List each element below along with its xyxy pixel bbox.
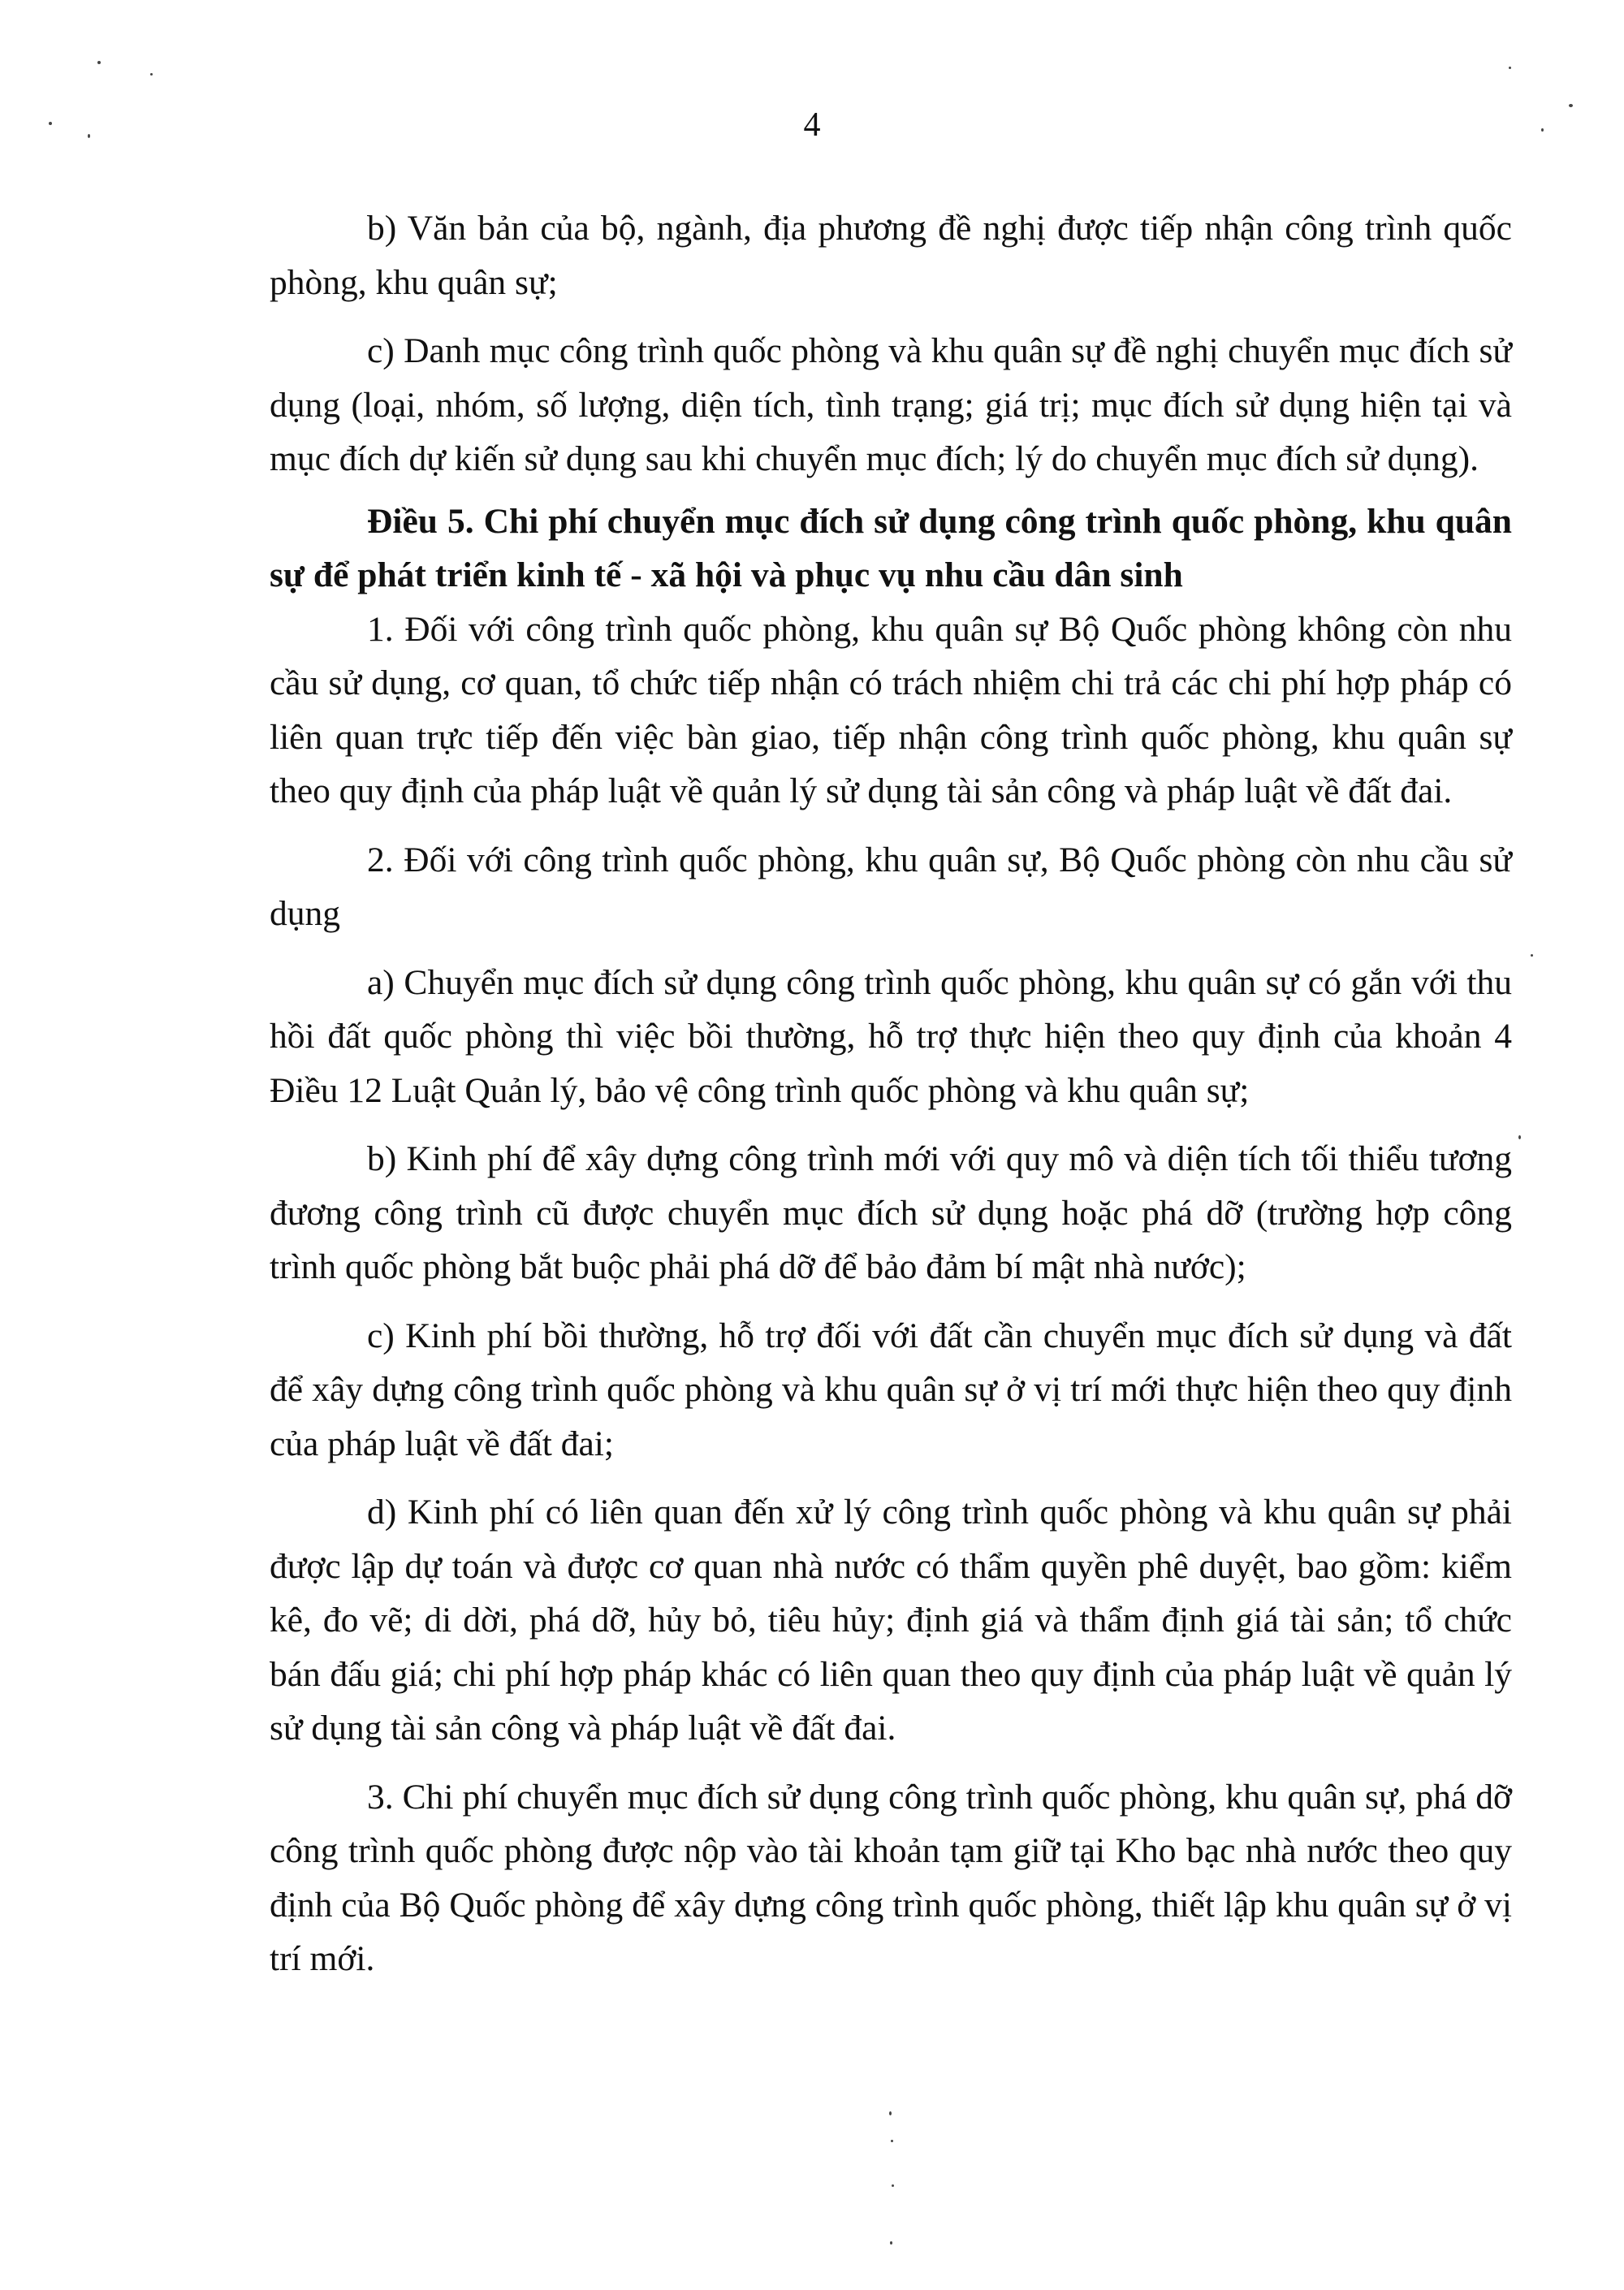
scan-speck — [150, 73, 153, 76]
clause-2-item-d: d) Kinh phí có liên quan đến xử lý công trình quốc phòng và khu quân sự phải được lập dự toán và được cơ quan nhà nước có thẩm quyền phê duyệt, bao gồm: kiểm kê, đo vẽ; di dời, phá dỡ, hủy bỏ, tiêu hủy; định giá và thẩm định giá tài sản; tổ chức bán đấu giá; chi phí hợp pháp khác có liên quan theo quy định của pháp luật về quản lý sử dụng tài sản công và pháp luật về đất đai. — [270, 1493, 1512, 1748]
clause-2-item-b: b) Kinh phí để xây dựng công trình mới với quy mô và diện tích tối thiểu tương đương công trình cũ được chuyển mục đích sử dụng hoặc phá dỡ (trường hợp công trình quốc phòng bắt buộc phải phá dỡ để bảo đảm bí mật nhà nước); — [270, 1139, 1512, 1286]
scan-speck — [49, 122, 52, 125]
scan-speck — [889, 2111, 892, 2115]
page-number: 4 — [803, 106, 821, 144]
scan-speck — [1509, 67, 1511, 69]
scan-speck — [892, 2184, 894, 2187]
paragraph-item-b: b) Văn bản của bộ, ngành, địa phương đề nghị được tiếp nhận công trình quốc phòng, khu quân sự; — [270, 209, 1512, 302]
paragraph-item-c: c) Danh mục công trình quốc phòng và khu quân sự đề nghị chuyển mục đích sử dụng (loại, nhóm, số lượng, diện tích, tình trạng; giá trị; mục đích sử dụng hiện tại và mục đích dự kiến sử dụng sau khi chuyển mục đích; lý do chuyển mục đích sử dụng). — [270, 331, 1512, 478]
scan-speck — [890, 2241, 892, 2245]
clause-3: 3. Chi phí chuyển mục đích sử dụng công trình quốc phòng, khu quân sự, phá dỡ công trình quốc phòng được nộp vào tài khoản tạm giữ tại Kho bạc nhà nước theo quy định của Bộ Quốc phòng để xây dựng công trình quốc phòng, thiết lập khu quân sự ở vị trí mới. — [270, 1777, 1512, 1978]
article-5-heading: Điều 5. Chi phí chuyển mục đích sử dụng công trình quốc phòng, khu quân sự để phát triển kinh tế - xã hội và phục vụ nhu cầu dân sinh — [270, 501, 1512, 594]
scan-speck — [88, 134, 90, 138]
scan-speck — [891, 2140, 893, 2142]
scan-speck — [97, 61, 101, 64]
clause-2-item-a: a) Chuyển mục đích sử dụng công trình quốc phòng, khu quân sự có gắn với thu hồi đất quốc phòng thì việc bồi thường, hỗ trợ thực hiện theo quy định của khoản 4 Điều 12 Luật Quản lý, bảo vệ công trình quốc phòng và khu quân sự; — [270, 962, 1512, 1110]
clause-2-item-c: c) Kinh phí bồi thường, hỗ trợ đối với đất cần chuyển mục đích sử dụng và đất để xây dựng công trình quốc phòng và khu quân sự ở vị trí mới thực hiện theo quy định của pháp luật về đất đai; — [270, 1316, 1512, 1463]
clause-1: 1. Đối với công trình quốc phòng, khu quân sự Bộ Quốc phòng không còn nhu cầu sử dụng, cơ quan, tổ chức tiếp nhận có trách nhiệm chi trả các chi phí hợp pháp có liên quan trực tiếp đến việc bàn giao, tiếp nhận công trình quốc phòng, khu quân sự theo quy định của pháp luật về quản lý sử dụng tài sản công và pháp luật về đất đai. — [270, 609, 1512, 810]
scan-speck — [1531, 954, 1533, 957]
scan-speck — [1569, 104, 1573, 107]
clause-2: 2. Đối với công trình quốc phòng, khu quân sự, Bộ Quốc phòng còn nhu cầu sử dụng — [270, 840, 1512, 933]
document-body — [270, 201, 1512, 1986]
scan-speck — [1541, 128, 1544, 132]
scan-speck — [1518, 1135, 1521, 1139]
